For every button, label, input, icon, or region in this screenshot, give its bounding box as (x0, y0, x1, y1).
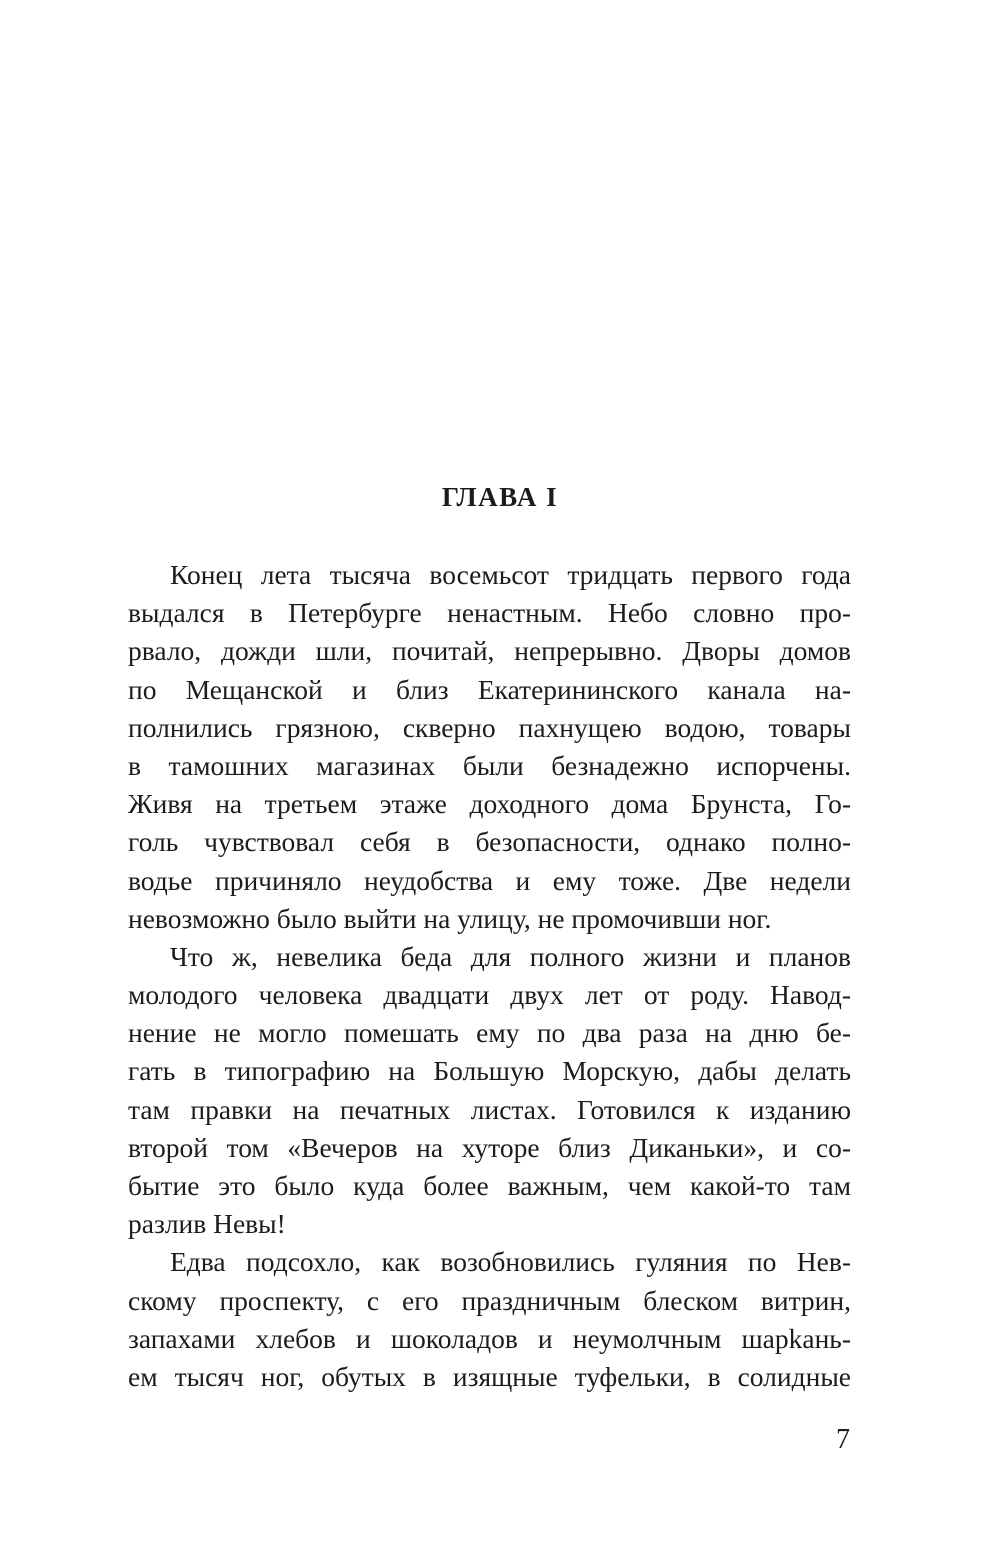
text-line: второй том «Вечеров на хуторе близ Диканьки», и со- (128, 1131, 851, 1163)
text-line: голь чувствовал себя в безопасности, однако полно- (128, 826, 851, 858)
page-number: 7 (836, 1424, 850, 1455)
text-line: бытие это было куда более важным, чем какой-то там (128, 1170, 851, 1201)
text-line: молодого человека двадцати двух лет от роду. Навод- (128, 979, 851, 1011)
text-line: ем тысяч ног, обутых в изящные туфельки, в солидные (128, 1360, 851, 1392)
text-line: выдался в Петербурге ненастным. Небо словно про- (128, 597, 851, 629)
text-line: там правки на печатных листах. Готовился к изданию (128, 1093, 851, 1125)
text-line: Едва подсохло, как возобновились гуляния по Нев- (170, 1246, 851, 1278)
text-line: нение не могло помешать ему по два раза на дню бе- (128, 1017, 851, 1049)
body-text (128, 556, 851, 1396)
text-line: скому проспекту, с его праздничным блеском витрин, (128, 1284, 851, 1316)
text-line: рвало, дожди шли, почитай, непрерывно. Дворы домов (128, 635, 851, 667)
text-line: в тамошних магазинах были безнадежно испорчены. (128, 749, 851, 781)
text-line: разлив Невы! (128, 1208, 286, 1240)
text-line: Что ж, невелика беда для полного жизни и планов (170, 940, 851, 972)
text-line: водье причиняло неудобства и ему тоже. Две недели (128, 864, 851, 896)
text-line: запахами хлебов и шоколадов и неумолчным шарkань- (128, 1322, 851, 1354)
text-line: Живя на третьем этаже доходного дома Брунста, Го- (128, 788, 851, 820)
chapter-title: ГЛАВА I (441, 482, 559, 512)
text-line: Конец лета тысяча восемьсот тридцать первого года (170, 559, 851, 590)
text-line: невозможно было выйти на улицу, не промочивши ног. (128, 902, 772, 934)
text-line: полнились грязною, скверно пахнущею водою, товары (128, 711, 851, 743)
text-line: по Мещанской и близ Екатерининского канала на- (128, 673, 851, 705)
text-line: гать в типографию на Большую Морскую, дабы делать (128, 1055, 851, 1087)
